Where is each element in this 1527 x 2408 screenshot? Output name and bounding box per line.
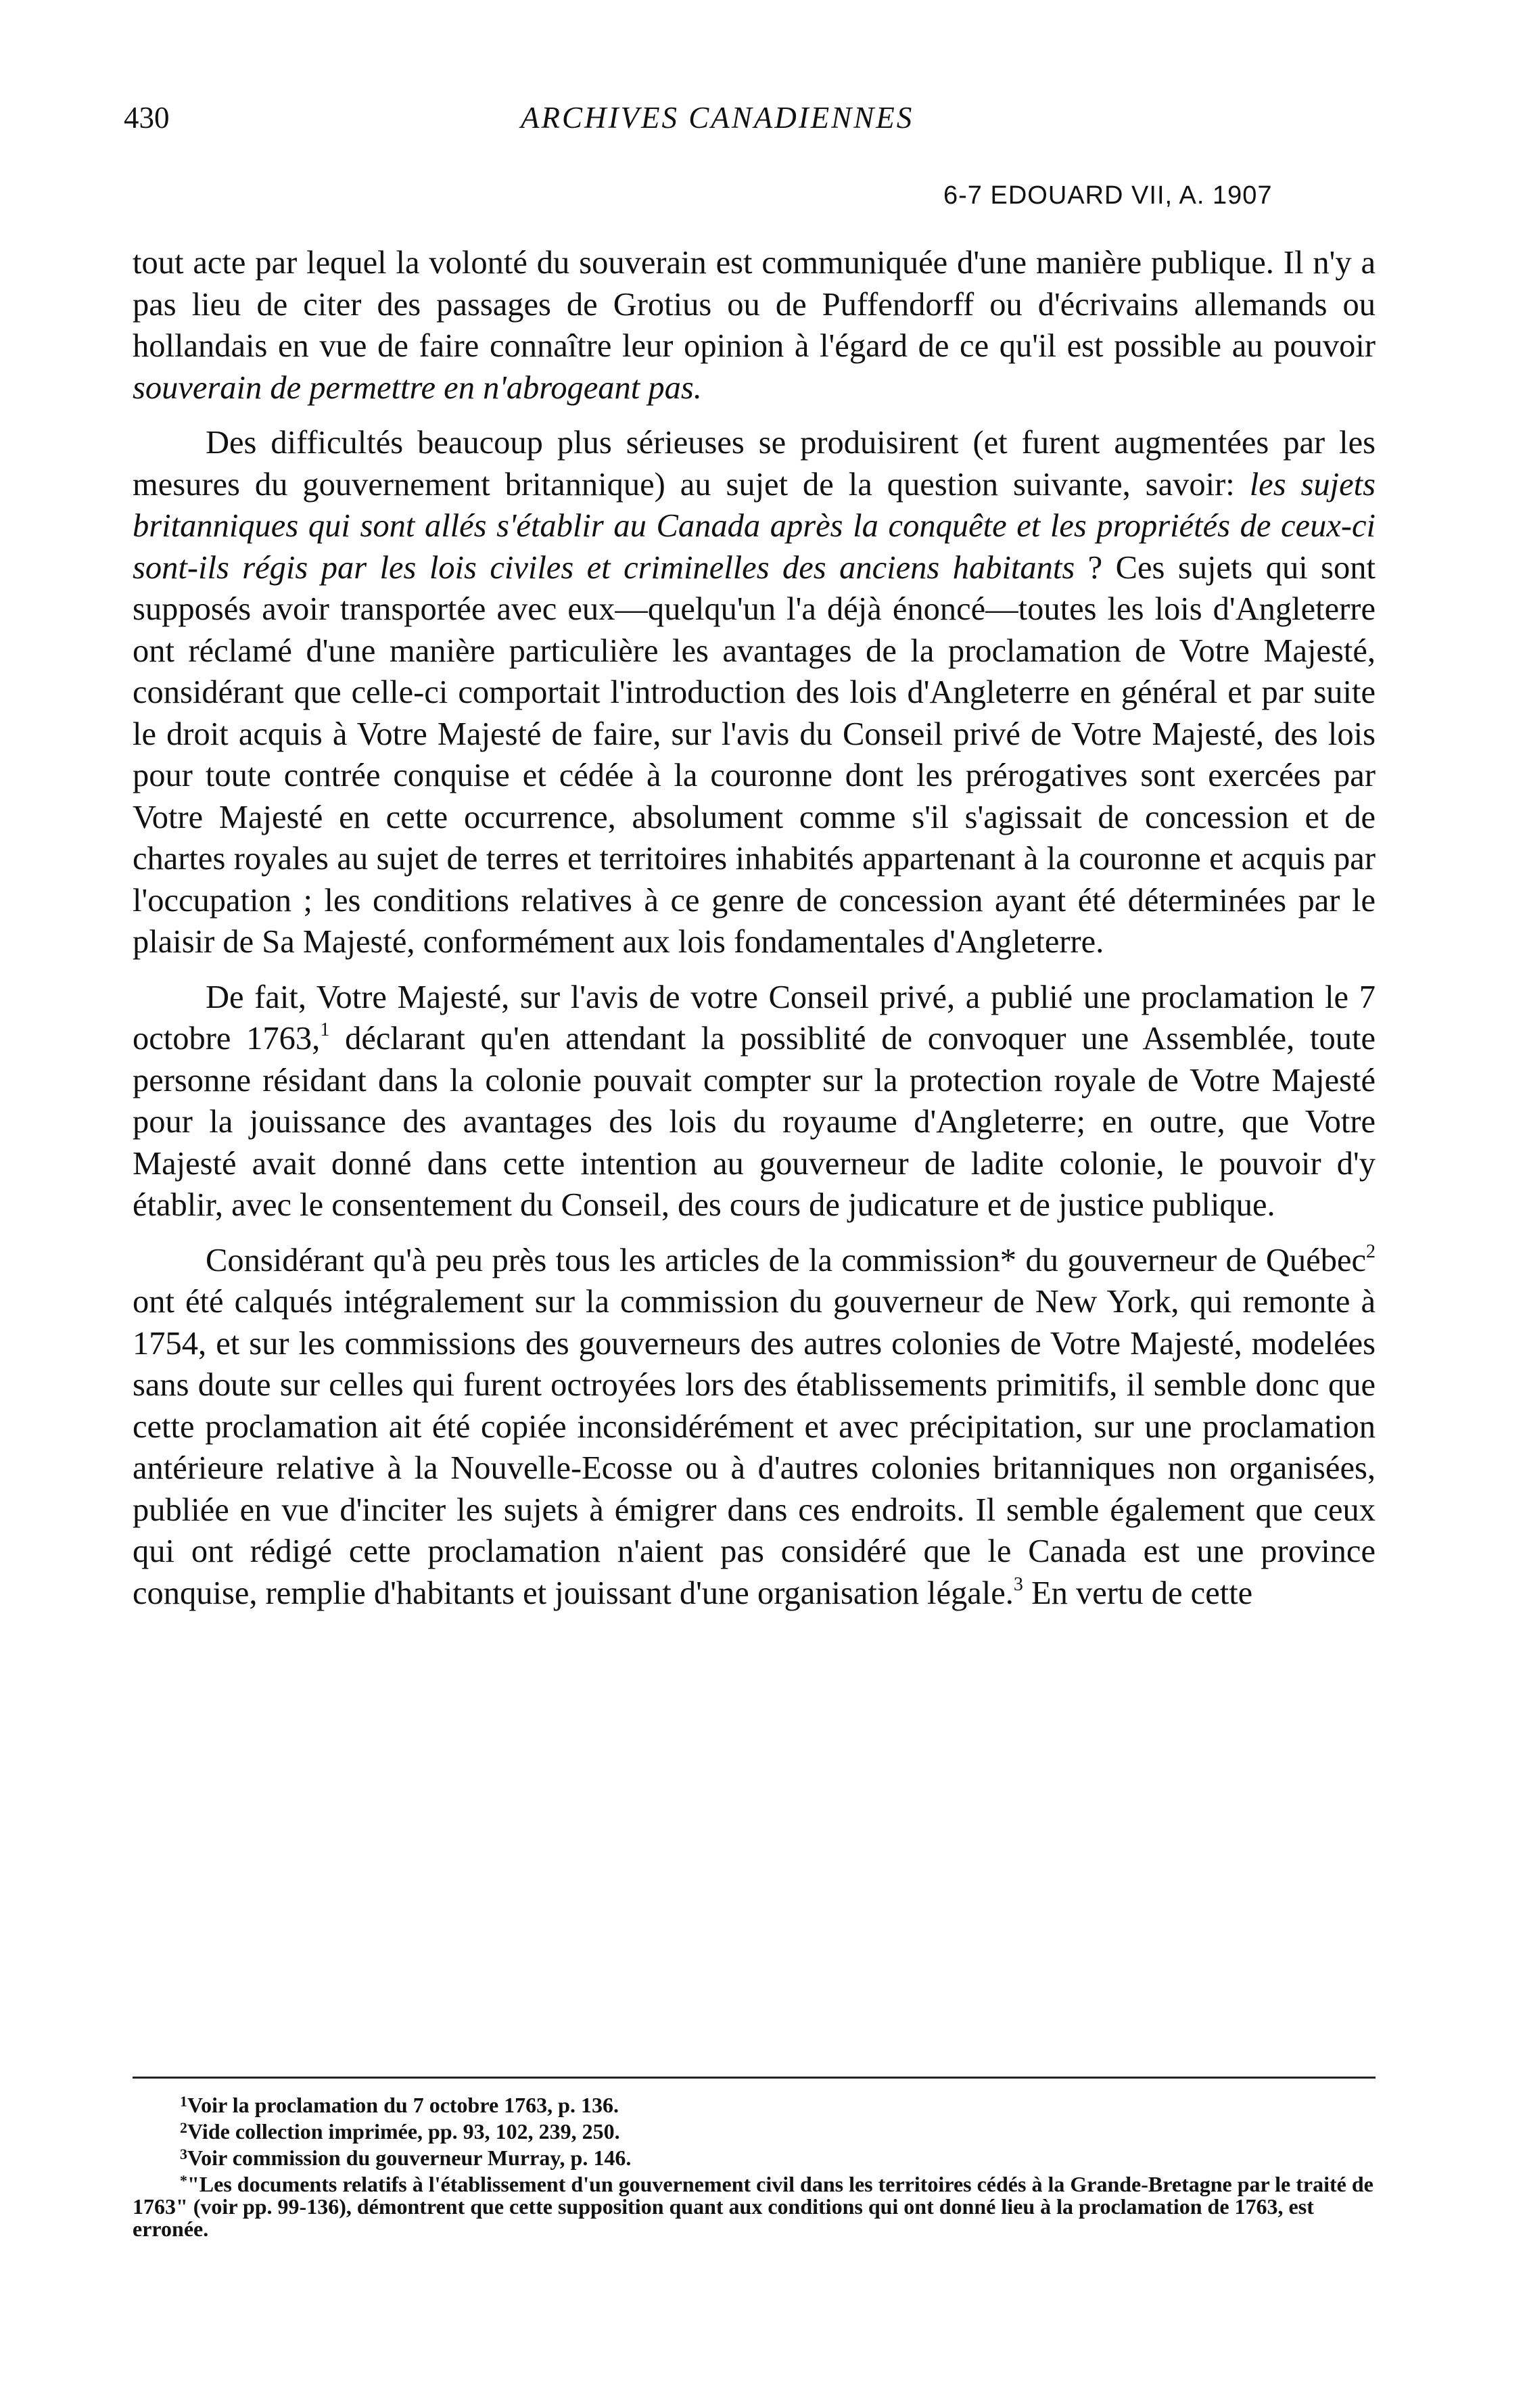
edition-label: 6-7 EDOUARD VII, A. 1907	[943, 181, 1273, 210]
footnote-3-text: Voir commission du gouverneur Murray, p. 146.	[187, 2146, 632, 2170]
paragraph-4	[133, 1240, 1376, 1615]
footnote-2-text: Vide collection imprimée, pp. 93, 102, 239, 250.	[187, 2119, 620, 2144]
paragraph-2-text-b: ? Ces sujets qui sont supposés avoir transportée avec eux—quelqu'un l'a déjà énoncé—toutes les lois d'Angleterre ont réclamé d'une manière particulière les avantages de la proclamation de Votre Majesté, considérant que celle-ci comportait l'introduction des lois d'Angleterre en général et par suite le droit acquis à Votre Majesté de faire, sur l'avis du Conseil privé de Votre Majesté, des lois pour toute contrée conquise et cédée à la couronne dont les prérogatives sont exercées par Votre Majesté en cette occurrence, absolument comme s'il s'agissait de concession et de chartes royales au sujet de terres et territoires inhabités appartenant à la couronne et acquis par l'occupation ; les conditions relatives à ce genre de concession ayant été déterminées par le plaisir de Sa Majesté, conformément aux lois fondamentales d'Angleterre.	[133, 549, 1376, 960]
paragraph-1	[133, 242, 1376, 409]
footnote-3	[133, 2143, 1376, 2169]
footnote-1-text: Voir la proclamation du 7 octobre 1763, p. 136.	[187, 2093, 619, 2117]
footnote-2-mark: 2	[180, 2119, 187, 2136]
paragraph-4-text-b: ont été calqués intégralement sur la commission du gouverneur de New York, qui remonte à 1754, et sur les commissions des gouverneurs des autres colonies de Votre Majesté, modelées sans doute sur celles qui furent octroyées lors des établissements primitifs, il semble donc que cette proclamation ait été copiée inconsidérément et avec précipitation, sur une proclamation antérieure relative à la Nouvelle-Ecosse ou à d'autres colonies britanniques non organisées, publiée en vue d'inciter les sujets à émigrer dans ces endroits. Il semble également que ceux qui ont rédigé cette proclamation n'aient pas considéré que le Canada est une province conquise, remplie d'habitants et jouissant d'une organisation légale.	[133, 1284, 1376, 1611]
footnote-3-mark: 3	[180, 2146, 187, 2162]
body-text	[133, 242, 1376, 1627]
paragraph-4-text-a: Considérant qu'à peu près tous les articles de la commission* du gouverneur de Québec	[206, 1242, 1366, 1278]
footnote-4	[133, 2169, 1376, 2240]
paragraph-2	[133, 422, 1376, 963]
footnote-4-text: "Les documents relatifs à l'établissement d'un gouvernement civil dans les territoires cédés à la Grande-Bretagne par le traité de 1763" (voir pp. 99-136), démontrent que cette supposition quant aux conditions qui ont donné lieu à la proclamation de 1763, est erronée.	[133, 2172, 1373, 2241]
paragraph-4-text-c: En vertu de cette	[1023, 1575, 1253, 1611]
footnote-2	[133, 2116, 1376, 2143]
footnote-1-mark: 1	[180, 2093, 187, 2110]
page-number: 430	[124, 101, 170, 135]
footnote-1	[133, 2090, 1376, 2116]
footnote-ref-2: 2	[1366, 1241, 1376, 1262]
paragraph-2-italic: les sujets britanniques qui sont allés s'établir au Canada après la conquête et les propriétés de ceux-ci sont-ils régis par les lois civiles et criminelles des anciens habitants	[133, 466, 1376, 586]
paragraph-3-text-b: déclarant qu'en attendant la possiblité de convoquer une Assemblée, toute personne résidant dans la colonie pouvait compter sur la protection royale de Votre Majesté pour la jouissance des avantages des lois du royaume d'Angleterre; en outre, que Votre Majesté avait donné dans cette intention au gouverneur de ladite colonie, le pouvoir d'y établir, avec le consentement du Conseil, des cours de judicature et de justice publique.	[133, 1021, 1376, 1223]
footnote-ref-1: 1	[320, 1019, 330, 1040]
paragraph-3-text-a: De fait, Votre Majesté, sur l'avis de votre Conseil privé, a publié une proclamation le 7 octobre 1763,	[133, 979, 1376, 1057]
footnote-divider	[133, 2077, 1376, 2079]
paragraph-1-text: tout acte par lequel la volonté du souverain est communiquée d'une manière publique. Il n'y a pas lieu de citer des passages de Grotius ou de Puffendorff ou d'écrivains allemands ou hollandais en vue de faire connaître leur opinion à l'égard de ce qu'il est possible au pouvoir	[133, 245, 1376, 364]
paragraph-2-text-a: Des difficultés beaucoup plus sérieuses se produisirent (et furent augmentées par les mesures du gouvernement britannique) au sujet de la question suivante, savoir:	[133, 425, 1376, 503]
paragraph-1-italic: souverain de permettre en n'abrogeant pas.	[133, 369, 702, 406]
footnote-4-mark: *	[180, 2172, 187, 2189]
footnotes	[133, 2090, 1376, 2240]
running-title: ARCHIVES CANADIENNES	[521, 101, 914, 135]
footnote-ref-3: 3	[1013, 1573, 1023, 1595]
paragraph-3	[133, 977, 1376, 1226]
